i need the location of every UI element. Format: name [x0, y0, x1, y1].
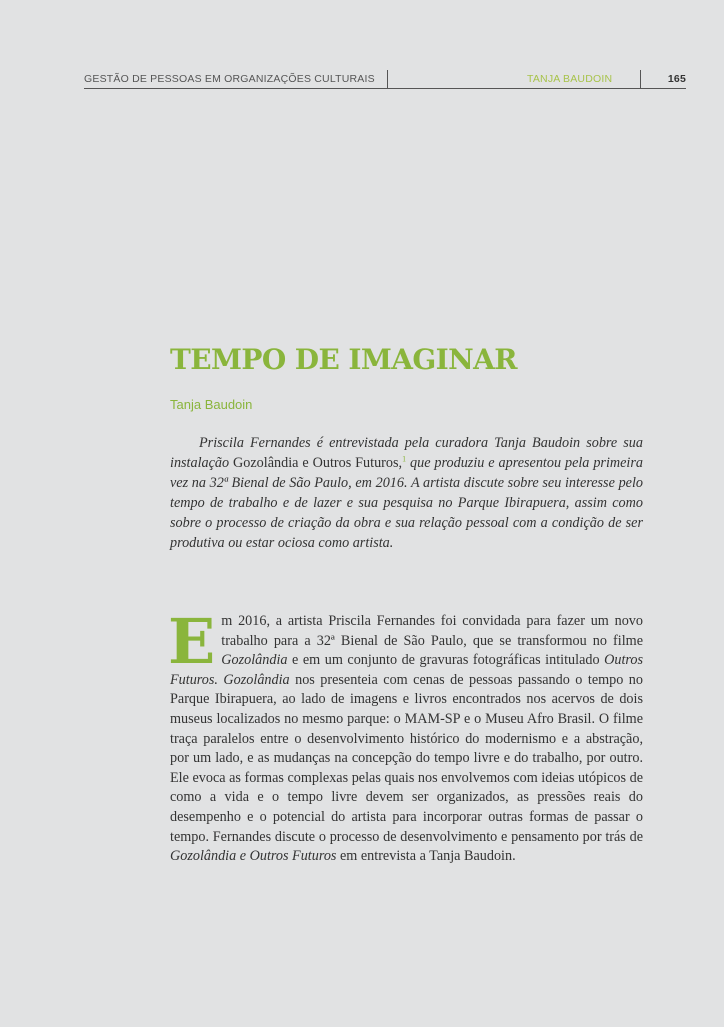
- header-divider: [387, 70, 388, 88]
- book-title: GESTÃO DE PESSOAS EM ORGANIZAÇÕES CULTURAIS: [84, 73, 375, 85]
- body-emphasis: Outros Futuros. Gozolândia: [170, 652, 643, 688]
- body-text: nos presenteia com cenas de pessoas passando o tempo no Parque Ibirapuera, ao lado de imagens e livros encontrados nos acervos de dois museus localizados no mesmo parque: o MAM-SP e o Museu Afro Brasil. O filme traça paralelos entre o desenvolvimento histórico do modernismo e a abstração, por um lado, e as mudanças na concepção do tempo livre e do trabalho, por outro. Ele evoca as formas complexas pelas quais nos envolvemos com ideias utópicos de como a vida e o tempo livre devem ser organizados, as pressões reais do desempenho e o potencial do artista para incorporar outras formas de passar o tempo. Fernandes discute o processo de desenvolvimento e pensamento por trás de: [170, 671, 643, 845]
- body-text: e em um conjunto de gravuras fotográficas intitulado: [287, 652, 605, 669]
- header-author: TANJA BAUDOIN: [527, 73, 613, 85]
- footnote-marker[interactable]: 1: [402, 454, 407, 464]
- running-header: [84, 70, 686, 89]
- article-byline: Tanja Baudoin: [170, 397, 253, 412]
- article-title: TEMPO DE IMAGINAR: [170, 343, 517, 376]
- body-emphasis: Gozolândia e Outros Futuros: [170, 848, 337, 865]
- body-text: m 2016, a artista Priscila Fernandes foi convidada para fazer um novo trabalho para a 32ª Bienal de São Paulo, que se transformou no filme: [221, 613, 643, 649]
- article-body: [168, 605, 643, 867]
- abstract-text: que produziu e apresentou pela primeira vez na 32ª Bienal de São Paulo, em 2016. A artista discute sobre seu interesse pelo tempo de trabalho e de lazer e sua pesquisa no Parque Ibirapuera, assim como sobre o processo de criação da obra e sua relação pessoal com a condição de ser produtiva ou estar ociosa como artista.: [170, 455, 643, 551]
- body-emphasis: Gozolândia: [221, 652, 288, 669]
- body-text: em entrevista a Tanja Baudoin.: [336, 848, 516, 865]
- abstract-work-title: Gozolândia e Outros Futuros,: [233, 455, 403, 471]
- drop-cap: E: [168, 605, 216, 678]
- header-divider: [640, 70, 641, 88]
- page-number: 165: [667, 73, 686, 85]
- abstract-text: Priscila Fernandes é entrevistada pela curadora Tanja Baudoin sobre sua instalação: [170, 435, 643, 471]
- article-abstract: [170, 433, 643, 553]
